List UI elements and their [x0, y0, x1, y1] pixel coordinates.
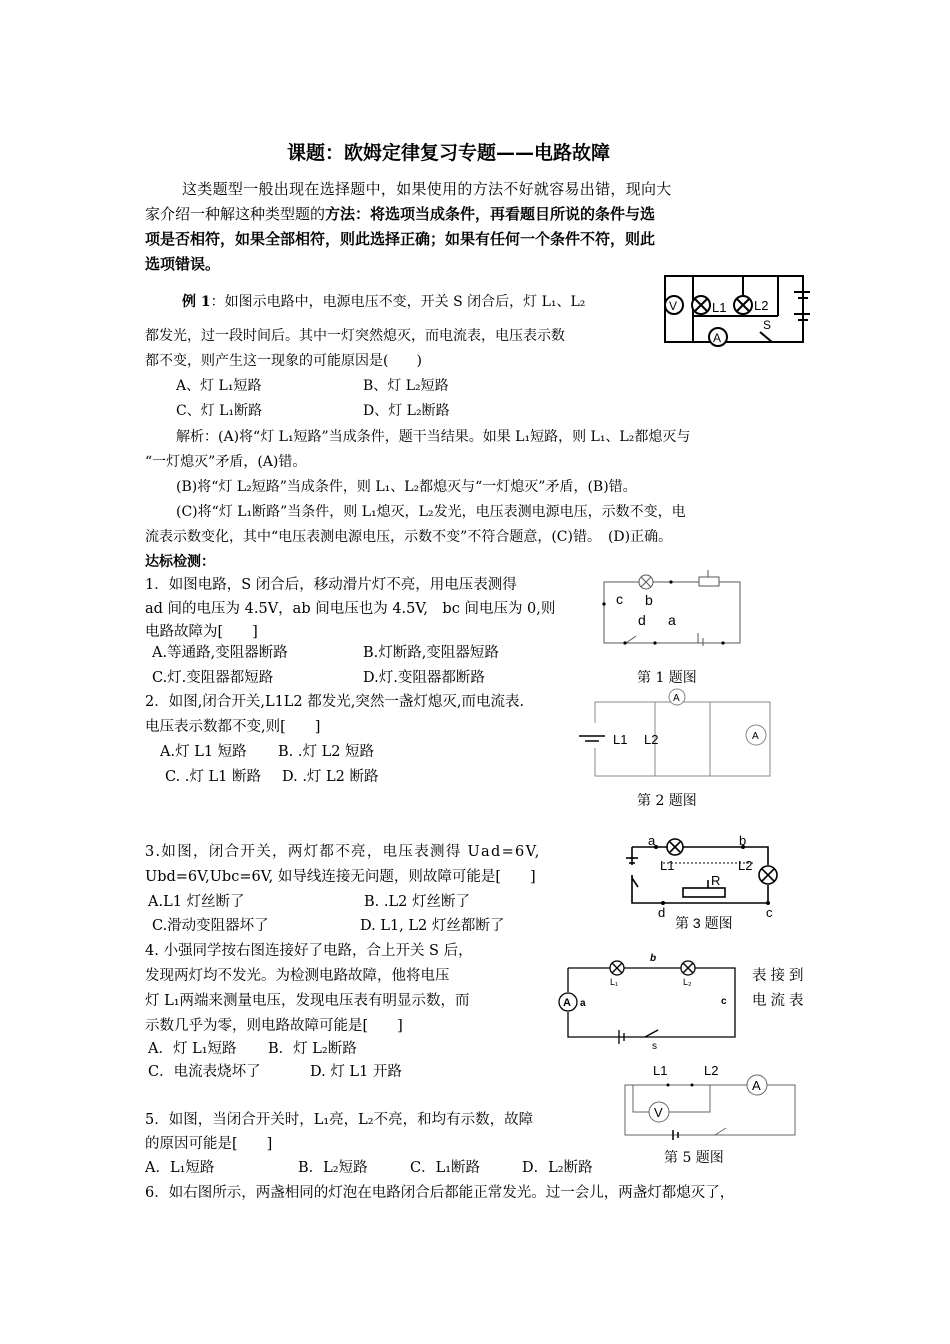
q1-option-c: C.灯.变阻器都短路	[152, 670, 274, 686]
intro-line-4: 选项错误。	[145, 255, 221, 273]
q5-ammeter-label: A	[752, 1078, 761, 1093]
q2-caption: 第 2 题图	[637, 793, 697, 809]
voltmeter-label: V	[669, 299, 678, 313]
q1-caption: 第 1 题图	[637, 670, 697, 686]
lamp-l2-label: L2	[754, 298, 769, 313]
q4-line-4: 示数几乎为零，则电路故障可能是[ ]	[145, 1018, 403, 1034]
intro-line-2	[145, 202, 655, 226]
example1-option-d: D、灯 L₂断路	[363, 403, 450, 419]
q4-point-a: a	[580, 998, 586, 1009]
q2-circuit-diagram	[575, 688, 775, 780]
q4-point-b: b	[650, 953, 657, 964]
example1-option-b: B、灯 L₂短路	[363, 378, 449, 394]
q4-ammeter-label: A	[563, 997, 571, 1009]
q4-circuit-diagram	[555, 952, 745, 1052]
q2-option-a: A.灯 L1 短路	[160, 744, 247, 760]
q4-line-3-right: 电流表	[752, 993, 808, 1009]
q5-caption: 第 5 题图	[664, 1150, 724, 1166]
example1-analysis-3: (B)将“灯 L₂短路”当成条件，则 L₁、L₂都熄灭与“一灯熄灭”矛盾，(B)错。	[176, 479, 637, 495]
q2-line-2: 电压表示数都不变,则[ ]	[145, 719, 321, 735]
q1-option-a: A.等通路,变阻器断路	[152, 645, 288, 661]
q3-option-a: A.L1 灯丝断了	[148, 894, 245, 910]
q4-switch-label: s	[652, 1041, 657, 1052]
q3-lamp-l1-label: L1	[660, 858, 675, 873]
q3-option-d: D. L1, L2 灯丝都断了	[360, 918, 505, 934]
example1-option-a: A、灯 L₁短路	[176, 378, 262, 394]
example1-text: ：如图示电路中，电源电压不变，开关 S 闭合后，灯 L₁、L₂	[210, 294, 586, 310]
q4-line-2-right: 表接到	[752, 968, 808, 984]
q1-line-2: ad 间的电压为 4.5V，ab 间电压也为 4.5V, bc 间电压为 0,则	[145, 601, 556, 617]
lamp-l1-label: L1	[712, 300, 727, 315]
q4-option-a: A．灯 L₁短路	[148, 1041, 237, 1057]
q4-line-3: 灯 L₁两端来测量电压，发现电压表有明显示数，而	[145, 993, 470, 1009]
q4-option-b: B．灯 L₂断路	[268, 1041, 357, 1057]
q4-line-1: 4. 小强同学按右图连接好了电路，合上开关 S 后，	[145, 943, 473, 959]
example1-option-c: C、灯 L₁断路	[176, 403, 263, 419]
q1-point-b: b	[645, 592, 653, 608]
q3-caption: 第 3 题图	[675, 915, 733, 931]
q4-lamp-l2-label: L₂	[683, 977, 692, 987]
q2-option-b: B. .灯 L2 短路	[278, 744, 375, 760]
example1-analysis-1: 解析：(A)将“灯 L₁短路”当成条件，题干当结果。如果 L₁短路，则 L₁、L₂都熄灭与	[176, 429, 691, 445]
q1-point-c: c	[616, 591, 623, 607]
intro-line-2a: 家介绍一种解这种类型题的	[145, 205, 326, 223]
q5-option-b: B．L₂短路	[298, 1160, 368, 1176]
q5-lamp-l2-label: L2	[704, 1063, 719, 1078]
example1-analysis-4: (C)将“灯 L₁断路”当条件，则 L₁熄灭，L₂发光，电压表测电源电压，示数不变，电	[176, 504, 686, 520]
q5-option-a: A．L₁短路	[145, 1160, 215, 1176]
example1-line-1	[182, 290, 585, 314]
q5-line-2: 的原因可能是[ ]	[145, 1136, 273, 1152]
q3-lamp-l2-label: L2	[738, 858, 753, 873]
q3-option-c: C.滑动变阻器坏了	[152, 918, 269, 934]
example1-analysis-2: “一灯熄灭”矛盾，(A)错。	[145, 454, 307, 470]
switch-label: S	[763, 318, 772, 332]
q4-line-2: 发现两灯均不发光。为检测电路故障，他将电压	[145, 968, 450, 984]
q1-line-3: 电路故障为[ ]	[145, 624, 258, 640]
q5-line-1: 5．如图，当闭合开关时，L₁亮，L₂不亮，和均有示数，故障	[145, 1112, 534, 1128]
q4-lamp-l1-label: L₁	[610, 977, 619, 987]
example1-circuit-diagram	[660, 272, 810, 350]
q2-line-1: 2．如图,闭合开关,L1L2 都发光,突然一盏灯熄灭,而电流表.	[145, 694, 525, 710]
q3-rheostat-label: R	[711, 873, 721, 888]
q5-option-d: D．L₂断路	[522, 1160, 593, 1176]
q2-voltmeter-label: A	[752, 731, 759, 742]
q1-point-a: a	[668, 612, 676, 628]
q1-option-b: B.灯断路,变阻器短路	[363, 645, 499, 661]
q1-option-d: D.灯.变阻器都断路	[363, 670, 485, 686]
q4-option-c: C．电流表烧坏了	[148, 1064, 261, 1080]
intro-line-1: 这类题型一般出现在选择题中，如果使用的方法不好就容易出错，现向大	[182, 180, 672, 198]
ammeter-label: A	[713, 331, 722, 345]
example1-analysis-5: 流表示数变化，其中“电压表测电源电压，示数不变”不符合题意，(C)错。 (D)正确。	[145, 529, 673, 545]
practice-heading: 达标检测：	[145, 554, 215, 570]
example1-line-3: 都不变，则产生这一现象的可能原因是( )	[145, 353, 422, 369]
q2-lamp-l2-label: L2	[644, 732, 659, 747]
example1-label: 例 1	[182, 294, 211, 310]
q4-point-c: c	[721, 996, 727, 1007]
q4-option-d: D. 灯 L1 开路	[310, 1064, 402, 1080]
intro-method: 方法：将选项当成条件，再看题目所说的条件与选	[325, 205, 656, 223]
q5-lamp-l1-label: L1	[653, 1063, 668, 1078]
q3-point-b: b	[739, 833, 747, 848]
q5-circuit-diagram	[620, 1060, 800, 1140]
q6-line-1: 6．如右图所示，两盏相同的灯泡在电路闭合后都能正常发光。过一会儿，两盏灯都熄灭了，	[145, 1185, 735, 1201]
q3-point-c: c	[766, 905, 773, 920]
example1-line-2: 都发光，过一段时间后。其中一灯突然熄灭，而电流表，电压表示数	[145, 328, 565, 344]
q3-option-b: B. .L2 灯丝断了	[364, 894, 470, 910]
q2-lamp-l1-label: L1	[613, 732, 628, 747]
q2-option-d: D. .灯 L2 断路	[282, 769, 379, 785]
q3-point-a: a	[648, 833, 656, 848]
q1-circuit-diagram	[600, 568, 750, 650]
q3-line-2: Ubd=6V,Ubc=6V, 如导线连接无问题，则故障可能是[ ]	[145, 869, 536, 885]
q2-ammeter-label: A	[673, 693, 680, 704]
intro-line-3: 项是否相符，如果全部相符，则此选择正确；如果有任何一个条件不符，则此	[145, 230, 656, 248]
q2-option-c: C. .灯 L1 断路	[165, 769, 261, 785]
page-title: 课题：欧姆定律复习专题——电路故障	[287, 142, 611, 164]
q5-option-c: C．L₁断路	[410, 1160, 481, 1176]
q3-line-1: 3.如图，闭合开关，两灯都不亮，电压表测得 Uad=6V,	[145, 844, 541, 860]
q5-voltmeter-label: V	[654, 1105, 663, 1120]
q3-point-d: d	[658, 905, 666, 920]
q1-line-1: 1．如图电路，S 闭合后，移动滑片灯不亮，用电压表测得	[145, 577, 517, 593]
q1-point-d: d	[638, 612, 646, 628]
